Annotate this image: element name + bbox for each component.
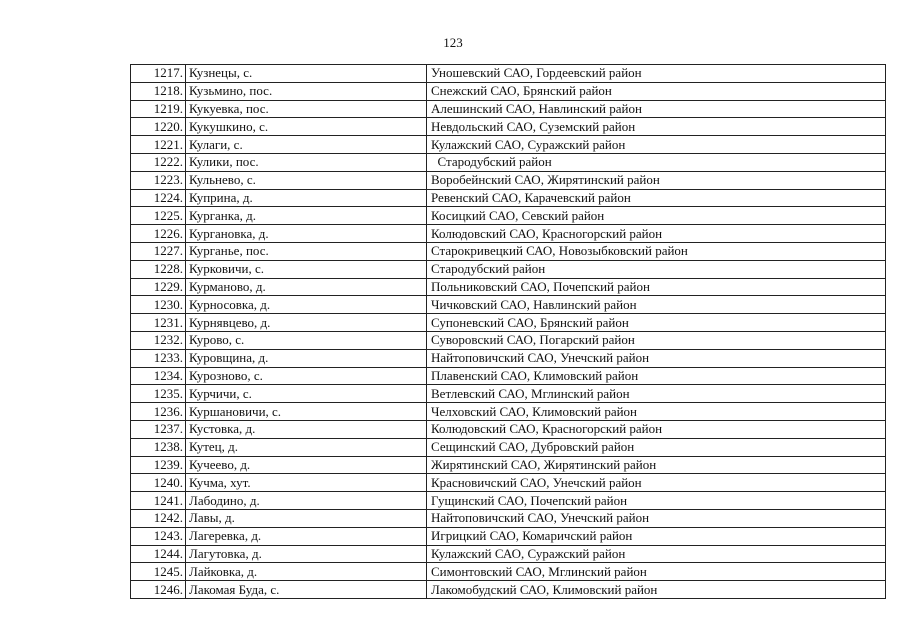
settlement-name: Курово, с. (186, 331, 427, 349)
table-row (131, 65, 886, 83)
settlement-name: Лайковка, д. (186, 563, 427, 581)
row-number: 1219. (131, 100, 186, 118)
row-number: 1232. (131, 331, 186, 349)
district-name: Красновичский САО, Унечский район (427, 474, 886, 492)
district-name: Ревенский САО, Карачевский район (427, 189, 886, 207)
district-name: Жирятинский САО, Жирятинский район (427, 456, 886, 474)
district-name: Симонтовский САО, Мглинский район (427, 563, 886, 581)
district-name: Суворовский САО, Погарский район (427, 331, 886, 349)
table-row (131, 278, 886, 296)
table-row (131, 314, 886, 332)
settlement-name: Кукушкино, с. (186, 118, 427, 136)
settlement-name: Кулики, пос. (186, 153, 427, 171)
district-name: Челховский САО, Климовский район (427, 403, 886, 421)
row-number: 1218. (131, 82, 186, 100)
table-row (131, 296, 886, 314)
district-name: Косицкий САО, Севский район (427, 207, 886, 225)
table-row (131, 207, 886, 225)
district-name: Колюдовский САО, Красногорский район (427, 420, 886, 438)
settlement-name: Куровщина, д. (186, 349, 427, 367)
settlement-name: Курганка, д. (186, 207, 427, 225)
district-name: Супоневский САО, Брянский район (427, 314, 886, 332)
district-name: Старокривецкий САО, Новозыбковский район (427, 242, 886, 260)
row-number: 1221. (131, 136, 186, 154)
settlement-name: Лавы, д. (186, 509, 427, 527)
settlement-name: Кульнево, с. (186, 171, 427, 189)
settlements-table (130, 64, 886, 599)
row-number: 1228. (131, 260, 186, 278)
row-number: 1244. (131, 545, 186, 563)
row-number: 1242. (131, 509, 186, 527)
row-number: 1243. (131, 527, 186, 545)
row-number: 1223. (131, 171, 186, 189)
settlement-name: Кутец, д. (186, 438, 427, 456)
row-number: 1231. (131, 314, 186, 332)
table-row (131, 100, 886, 118)
row-number: 1227. (131, 242, 186, 260)
district-name: Сещинский САО, Дубровский район (427, 438, 886, 456)
district-name: Лакомобудский САО, Климовский район (427, 581, 886, 599)
district-name: Игрицкий САО, Комаричский район (427, 527, 886, 545)
settlement-name: Лагеревка, д. (186, 527, 427, 545)
district-name: Ветлевский САО, Мглинский район (427, 385, 886, 403)
district-name: Кулажский САО, Суражский район (427, 136, 886, 154)
district-name: Польниковский САО, Почепский район (427, 278, 886, 296)
settlement-name: Куприна, д. (186, 189, 427, 207)
table-row (131, 438, 886, 456)
row-number: 1238. (131, 438, 186, 456)
settlement-name: Лакомая Буда, с. (186, 581, 427, 599)
table-body (131, 65, 886, 599)
district-name: Стародубский район (427, 153, 886, 171)
row-number: 1217. (131, 65, 186, 83)
row-number: 1245. (131, 563, 186, 581)
table-row (131, 563, 886, 581)
table-row (131, 385, 886, 403)
row-number: 1229. (131, 278, 186, 296)
row-number: 1235. (131, 385, 186, 403)
table-row (131, 509, 886, 527)
district-name: Кулажский САО, Суражский район (427, 545, 886, 563)
district-name: Алешинский САО, Навлинский район (427, 100, 886, 118)
table-row (131, 545, 886, 563)
table-row (131, 349, 886, 367)
table-row (131, 153, 886, 171)
district-name: Воробейнский САО, Жирятинский район (427, 171, 886, 189)
table-row (131, 331, 886, 349)
settlement-name: Курковичи, с. (186, 260, 427, 278)
table-row (131, 492, 886, 510)
table-row (131, 171, 886, 189)
row-number: 1225. (131, 207, 186, 225)
page-number: 123 (443, 35, 463, 50)
table-row (131, 456, 886, 474)
district-name: Стародубский район (427, 260, 886, 278)
table-row (131, 260, 886, 278)
district-name: Невдольский САО, Суземский район (427, 118, 886, 136)
district-name: Снежский САО, Брянский район (427, 82, 886, 100)
row-number: 1230. (131, 296, 186, 314)
table-row (131, 367, 886, 385)
row-number: 1236. (131, 403, 186, 421)
table-row (131, 118, 886, 136)
row-number: 1220. (131, 118, 186, 136)
table-row (131, 82, 886, 100)
table-row (131, 581, 886, 599)
district-name: Чичковский САО, Навлинский район (427, 296, 886, 314)
table-row (131, 403, 886, 421)
row-number: 1237. (131, 420, 186, 438)
settlement-name: Курносовка, д. (186, 296, 427, 314)
settlement-name: Кучеево, д. (186, 456, 427, 474)
district-name: Найтоповичский САО, Унечский район (427, 349, 886, 367)
district-name: Плавенский САО, Климовский район (427, 367, 886, 385)
settlement-name: Кулаги, с. (186, 136, 427, 154)
settlement-name: Лагутовка, д. (186, 545, 427, 563)
settlement-name: Кузнецы, с. (186, 65, 427, 83)
settlement-name: Кустовка, д. (186, 420, 427, 438)
settlement-name: Кукуевка, пос. (186, 100, 427, 118)
table-row (131, 420, 886, 438)
row-number: 1224. (131, 189, 186, 207)
settlement-name: Кузьмино, пос. (186, 82, 427, 100)
district-name: Гущинский САО, Почепский район (427, 492, 886, 510)
district-name: Найтоповичский САО, Унечский район (427, 509, 886, 527)
settlement-name: Курманово, д. (186, 278, 427, 296)
table-row (131, 136, 886, 154)
settlement-name: Кургановка, д. (186, 225, 427, 243)
table-row (131, 225, 886, 243)
row-number: 1233. (131, 349, 186, 367)
district-name: Уношевский САО, Гордеевский район (427, 65, 886, 83)
settlement-name: Курчичи, с. (186, 385, 427, 403)
row-number: 1234. (131, 367, 186, 385)
district-name: Колюдовский САО, Красногорский район (427, 225, 886, 243)
table-row (131, 474, 886, 492)
row-number: 1240. (131, 474, 186, 492)
row-number: 1226. (131, 225, 186, 243)
settlement-name: Куршановичи, с. (186, 403, 427, 421)
settlement-name: Курозново, с. (186, 367, 427, 385)
settlement-name: Курнявцево, д. (186, 314, 427, 332)
row-number: 1239. (131, 456, 186, 474)
settlement-name: Лабодино, д. (186, 492, 427, 510)
row-number: 1246. (131, 581, 186, 599)
table-row (131, 189, 886, 207)
table-row (131, 242, 886, 260)
table-row (131, 527, 886, 545)
row-number: 1241. (131, 492, 186, 510)
settlement-name: Кучма, хут. (186, 474, 427, 492)
settlement-name: Курганье, пос. (186, 242, 427, 260)
row-number: 1222. (131, 153, 186, 171)
